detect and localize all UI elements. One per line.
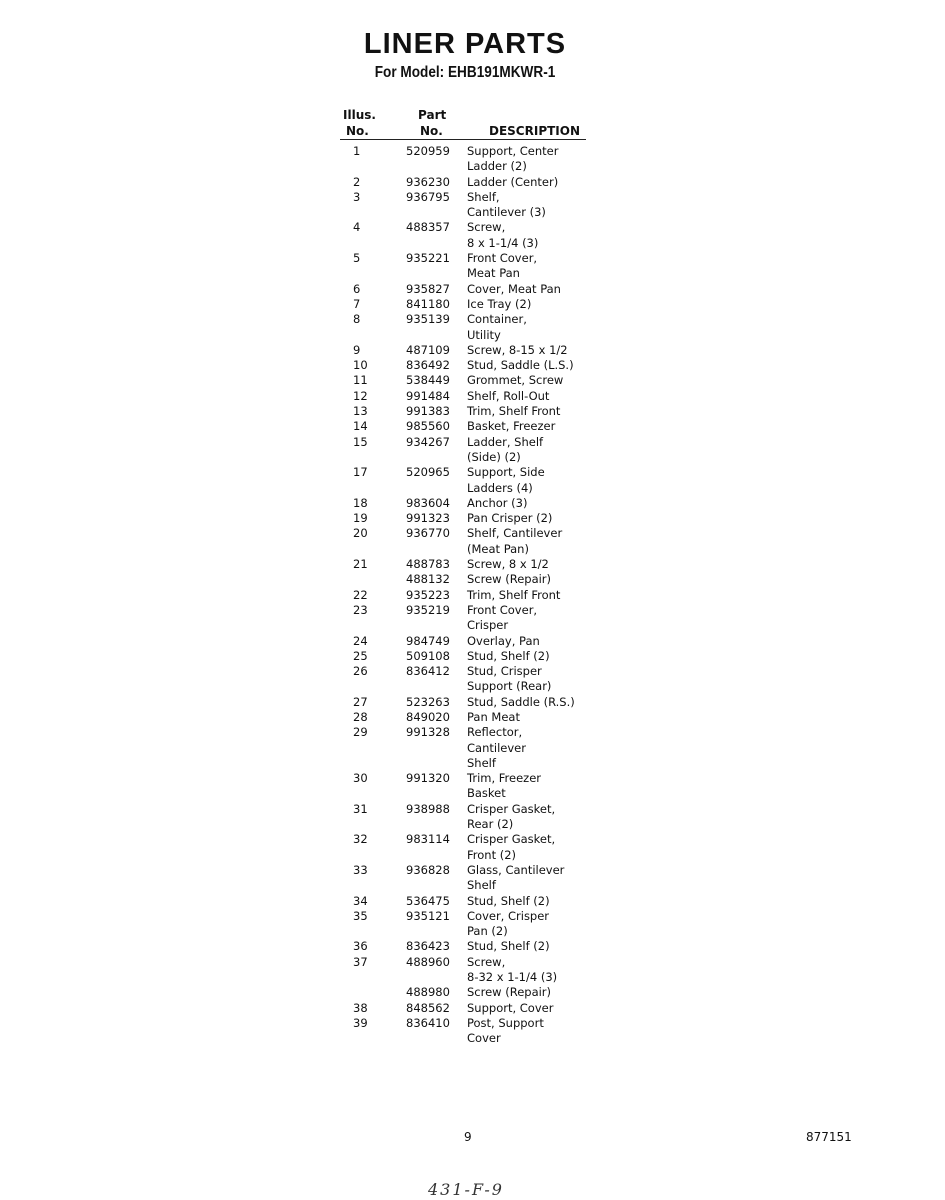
illus-no-cell: 6 <box>353 281 361 296</box>
illus-no-cell <box>340 481 400 496</box>
description-cell: Shelf, Roll-Out <box>467 388 550 403</box>
part-no-cell <box>400 848 467 863</box>
illus-no-cell <box>340 679 400 694</box>
description-cell: Crisper <box>467 618 509 633</box>
illus-no-cell: 35 <box>353 908 368 923</box>
illus-no-cell <box>340 266 400 281</box>
description-cell: Shelf, <box>467 189 500 204</box>
description-cell: Ladder (Center) <box>467 174 559 189</box>
table-row <box>340 909 600 924</box>
part-no-cell: 488132 <box>406 572 450 587</box>
table-row <box>340 878 600 893</box>
part-no-cell: 938988 <box>406 801 450 816</box>
table-row <box>340 236 600 251</box>
table-row <box>340 450 600 465</box>
part-no-cell: 936770 <box>406 526 450 541</box>
table-row <box>340 924 600 939</box>
part-no-cell <box>400 205 467 220</box>
part-no-cell: 935223 <box>406 587 450 602</box>
table-row <box>340 251 600 266</box>
part-no-cell: 488980 <box>406 985 450 1000</box>
table-row <box>340 205 600 220</box>
illus-no-cell: 24 <box>353 633 368 648</box>
table-row <box>340 297 600 312</box>
illus-no-cell <box>340 1031 400 1046</box>
table-row <box>340 771 600 786</box>
description-cell: Screw, 8 x 1/2 <box>467 557 549 572</box>
description-cell: Post, Support <box>467 1015 544 1030</box>
illus-no-cell: 34 <box>353 893 368 908</box>
illus-no-cell <box>340 924 400 939</box>
illus-no-cell: 5 <box>353 251 361 266</box>
part-no-cell: 538449 <box>406 373 450 388</box>
part-no-cell <box>400 481 467 496</box>
description-cell: Ladders (4) <box>467 480 533 495</box>
part-no-cell: 848562 <box>406 1000 450 1015</box>
table-row <box>340 557 600 572</box>
illus-no-cell: 9 <box>353 342 361 357</box>
table-row <box>340 1016 600 1031</box>
description-cell: Shelf <box>467 755 496 770</box>
description-cell: Trim, Freezer <box>467 771 542 786</box>
table-row <box>340 481 600 496</box>
part-no-cell: 836410 <box>406 1015 450 1030</box>
description-cell: Meat Pan <box>467 266 520 281</box>
table-row <box>340 756 600 771</box>
part-no-cell: 983114 <box>406 832 450 847</box>
table-row <box>340 832 600 847</box>
part-no-cell: 520959 <box>406 144 450 158</box>
table-row <box>340 175 600 190</box>
description-cell: Crisper Gasket, <box>467 801 556 816</box>
description-cell: Screw, 8-15 x 1/2 <box>467 342 568 357</box>
part-no-cell <box>400 542 467 557</box>
description-cell: Trim, Shelf Front <box>467 587 561 602</box>
part-no-cell: 488357 <box>406 220 450 235</box>
header-part: Part <box>418 108 447 122</box>
illus-no-cell <box>340 985 400 1000</box>
description-cell: Cover, Crisper <box>467 908 550 923</box>
part-no-cell: 991328 <box>406 725 450 740</box>
table-row <box>340 358 600 373</box>
part-no-cell: 935121 <box>406 908 450 923</box>
illus-no-cell: 27 <box>353 694 368 709</box>
part-no-cell <box>400 450 467 465</box>
illus-no-cell: 21 <box>353 557 368 572</box>
illus-no-cell <box>340 205 400 220</box>
illus-no-cell: 12 <box>353 388 368 403</box>
part-no-cell: 984749 <box>406 633 450 648</box>
table-row <box>340 664 600 679</box>
part-no-cell: 841180 <box>406 296 450 311</box>
description-cell: Shelf, Cantilever <box>467 526 563 541</box>
part-no-cell: 991383 <box>406 404 450 419</box>
illus-no-cell <box>340 970 400 985</box>
part-no-cell: 935219 <box>406 602 450 617</box>
table-row <box>340 266 600 281</box>
illus-no-cell: 26 <box>353 664 368 679</box>
table-row <box>340 649 600 664</box>
illus-no-cell: 8 <box>353 312 361 327</box>
table-row <box>340 741 600 756</box>
header-rule <box>340 139 586 140</box>
header-illus: Illus. <box>343 108 376 122</box>
table-row <box>340 220 600 235</box>
table-row <box>340 511 600 526</box>
part-no-cell <box>400 1031 467 1046</box>
description-cell: Screw, <box>467 220 506 235</box>
illus-no-cell: 18 <box>353 495 368 510</box>
header-illus-no: No. <box>346 124 369 138</box>
part-no-cell <box>400 679 467 694</box>
part-no-cell: 936795 <box>406 189 450 204</box>
table-row <box>340 389 600 404</box>
illus-no-cell <box>340 756 400 771</box>
description-cell: Screw (Repair) <box>467 985 552 1000</box>
part-no-cell <box>400 618 467 633</box>
model-subtitle: For Model: EHB191MKWR-1 <box>374 64 556 81</box>
part-no-cell <box>400 756 467 771</box>
table-row <box>340 985 600 1000</box>
table-row <box>340 312 600 327</box>
table-row <box>340 695 600 710</box>
part-no-cell: 523263 <box>406 694 450 709</box>
illus-no-cell: 25 <box>353 648 368 663</box>
illus-no-cell: 14 <box>353 419 368 434</box>
part-no-cell: 488783 <box>406 557 450 572</box>
part-no-cell: 836492 <box>406 358 450 373</box>
description-cell: Glass, Cantilever <box>467 862 565 877</box>
part-no-cell <box>400 236 467 251</box>
illus-no-cell: 2 <box>353 174 361 189</box>
description-cell: Pan (2) <box>467 924 508 939</box>
illus-no-cell: 22 <box>353 587 368 602</box>
illus-no-cell: 31 <box>353 801 368 816</box>
table-row <box>340 572 600 587</box>
description-cell: Stud, Shelf (2) <box>467 648 550 663</box>
table-row <box>340 679 600 694</box>
table-row <box>340 542 600 557</box>
table-row <box>340 894 600 909</box>
description-cell: Overlay, Pan <box>467 633 540 648</box>
table-row <box>340 939 600 954</box>
table-row <box>340 1031 600 1046</box>
description-cell: Support, Cover <box>467 1000 554 1015</box>
table-row <box>340 970 600 985</box>
handwritten-note: 431-F-9 <box>428 1180 504 1199</box>
description-cell: Cover <box>467 1031 501 1046</box>
table-row <box>340 526 600 541</box>
illus-no-cell: 32 <box>353 832 368 847</box>
part-no-cell: 991484 <box>406 388 450 403</box>
description-cell: Stud, Saddle (L.S.) <box>467 358 574 373</box>
description-cell: Support, Center <box>467 144 559 158</box>
illus-no-cell: 37 <box>353 954 368 969</box>
description-cell: Support (Rear) <box>467 679 552 694</box>
table-row <box>340 710 600 725</box>
illus-no-cell <box>340 848 400 863</box>
description-cell: Stud, Crisper <box>467 664 542 679</box>
table-row <box>340 634 600 649</box>
description-cell: Screw (Repair) <box>467 572 552 587</box>
illus-no-cell <box>340 159 400 174</box>
description-cell: (Meat Pan) <box>467 541 529 556</box>
part-no-cell: 836423 <box>406 939 450 954</box>
description-cell: Cantilever <box>467 740 526 755</box>
table-row <box>340 863 600 878</box>
illus-no-cell: 28 <box>353 709 368 724</box>
description-cell: Cantilever (3) <box>467 205 546 220</box>
part-no-cell <box>400 741 467 756</box>
illus-no-cell: 19 <box>353 511 368 526</box>
part-no-cell <box>400 266 467 281</box>
illus-no-cell: 38 <box>353 1000 368 1015</box>
table-row <box>340 725 600 740</box>
document-number: 877151 <box>806 1130 852 1144</box>
header-description: DESCRIPTION <box>489 124 581 138</box>
illus-no-cell: 1 <box>353 144 361 158</box>
illus-no-cell: 15 <box>353 434 368 449</box>
table-row <box>340 817 600 832</box>
part-no-cell: 985560 <box>406 419 450 434</box>
illus-no-cell <box>340 542 400 557</box>
table-row <box>340 282 600 297</box>
description-cell: Rear (2) <box>467 817 514 832</box>
part-no-cell <box>400 878 467 893</box>
part-no-cell: 520965 <box>406 465 450 480</box>
illus-no-cell: 29 <box>353 725 368 740</box>
illus-no-cell: 7 <box>353 296 361 311</box>
description-cell: 8-32 x 1-1/4 (3) <box>467 970 558 985</box>
illus-no-cell: 23 <box>353 602 368 617</box>
description-cell: Pan Meat <box>467 709 520 724</box>
illus-no-cell <box>340 328 400 343</box>
description-cell: Anchor (3) <box>467 495 528 510</box>
table-row <box>340 802 600 817</box>
header-part-no: No. <box>420 124 443 138</box>
part-no-cell: 487109 <box>406 342 450 357</box>
part-no-cell: 488960 <box>406 954 450 969</box>
illus-no-cell <box>340 786 400 801</box>
part-no-cell: 935221 <box>406 251 450 266</box>
page-number: 9 <box>464 1130 472 1144</box>
part-no-cell: 935139 <box>406 312 450 327</box>
illus-no-cell: 33 <box>353 862 368 877</box>
illus-no-cell: 10 <box>353 358 368 373</box>
description-cell: Stud, Shelf (2) <box>467 893 550 908</box>
illus-no-cell <box>340 878 400 893</box>
table-row <box>340 1001 600 1016</box>
part-no-cell <box>400 328 467 343</box>
illus-no-cell <box>340 618 400 633</box>
description-cell: Basket, Freezer <box>467 419 556 434</box>
illus-no-cell: 4 <box>353 220 361 235</box>
table-row <box>340 848 600 863</box>
part-no-cell <box>400 159 467 174</box>
table-row <box>340 496 600 511</box>
part-no-cell: 836412 <box>406 664 450 679</box>
description-cell: Support, Side <box>467 465 545 480</box>
table-row <box>340 373 600 388</box>
illus-no-cell <box>340 741 400 756</box>
illus-no-cell <box>340 817 400 832</box>
description-cell: Shelf <box>467 878 496 893</box>
table-row <box>340 955 600 970</box>
description-cell: Crisper Gasket, <box>467 832 556 847</box>
part-no-cell: 983604 <box>406 495 450 510</box>
table-row <box>340 328 600 343</box>
table-row <box>340 159 600 174</box>
illus-no-cell: 11 <box>353 373 368 388</box>
part-no-cell: 509108 <box>406 648 450 663</box>
parts-table <box>340 144 600 1047</box>
part-no-cell: 935827 <box>406 281 450 296</box>
table-row <box>340 786 600 801</box>
description-cell: Front (2) <box>467 847 517 862</box>
part-no-cell: 991320 <box>406 771 450 786</box>
part-no-cell: 536475 <box>406 893 450 908</box>
part-no-cell <box>400 817 467 832</box>
illus-no-cell <box>340 450 400 465</box>
description-cell: Stud, Saddle (R.S.) <box>467 694 575 709</box>
description-cell: Ladder (2) <box>467 159 527 174</box>
description-cell: Stud, Shelf (2) <box>467 939 550 954</box>
part-no-cell: 991323 <box>406 511 450 526</box>
description-cell: Pan Crisper (2) <box>467 511 553 526</box>
illus-no-cell: 20 <box>353 526 368 541</box>
illus-no-cell: 36 <box>353 939 368 954</box>
table-row <box>340 190 600 205</box>
description-cell: Front Cover, <box>467 251 538 266</box>
part-no-cell <box>400 970 467 985</box>
description-cell: Screw, <box>467 954 506 969</box>
table-row <box>340 419 600 434</box>
description-cell: Trim, Shelf Front <box>467 404 561 419</box>
description-cell: Ladder, Shelf <box>467 434 544 449</box>
description-cell: Ice Tray (2) <box>467 296 532 311</box>
illus-no-cell: 3 <box>353 189 361 204</box>
part-no-cell <box>400 924 467 939</box>
description-cell: (Side) (2) <box>467 449 521 464</box>
table-row <box>340 603 600 618</box>
illus-no-cell: 39 <box>353 1015 368 1030</box>
table-row <box>340 618 600 633</box>
table-row <box>340 465 600 480</box>
illus-no-cell <box>340 236 400 251</box>
description-cell: Container, <box>467 312 527 327</box>
illus-no-cell: 13 <box>353 404 368 419</box>
table-row <box>340 435 600 450</box>
description-cell: Grommet, Screw <box>467 373 564 388</box>
part-no-cell: 936828 <box>406 862 450 877</box>
illus-no-cell: 17 <box>353 465 368 480</box>
illus-no-cell: 30 <box>353 771 368 786</box>
description-cell: Utility <box>467 327 501 342</box>
table-row <box>340 144 600 159</box>
description-cell: Basket <box>467 786 506 801</box>
page-title: LINER PARTS <box>363 28 567 60</box>
description-cell: Front Cover, <box>467 602 538 617</box>
table-row <box>340 588 600 603</box>
table-row <box>340 404 600 419</box>
part-no-cell: 849020 <box>406 709 450 724</box>
table-row <box>340 343 600 358</box>
description-cell: Reflector, <box>467 725 523 740</box>
description-cell: 8 x 1-1/4 (3) <box>467 235 539 250</box>
part-no-cell: 934267 <box>406 434 450 449</box>
part-no-cell: 936230 <box>406 174 450 189</box>
illus-no-cell <box>340 572 400 587</box>
description-cell: Cover, Meat Pan <box>467 281 561 296</box>
part-no-cell <box>400 786 467 801</box>
